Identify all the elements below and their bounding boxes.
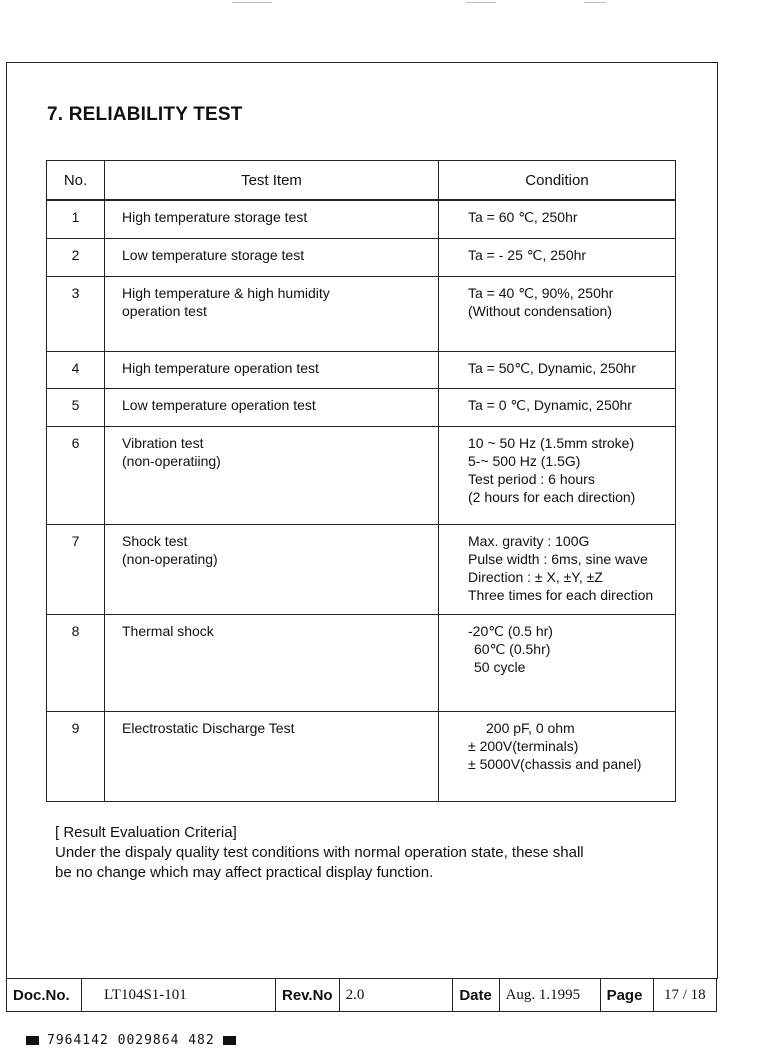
- test-item-line: operation test: [122, 302, 207, 319]
- table-row: [47, 238, 676, 276]
- condition-line: 50 cycle: [474, 658, 526, 675]
- rev-no-value: 2.0: [339, 979, 452, 1012]
- test-item-line: (non-operating): [122, 550, 218, 567]
- test-item: [105, 388, 439, 426]
- test-item: [105, 614, 439, 711]
- condition-line: Three times for each direction: [468, 586, 654, 603]
- date-label: Date: [452, 979, 499, 1012]
- condition-line: Direction : ± X, ±Y, ±Z: [468, 568, 603, 585]
- test-item: [105, 200, 439, 238]
- test-item-line: Low temperature storage test: [122, 246, 305, 263]
- test-condition: [439, 238, 676, 276]
- row-number: 3: [47, 276, 105, 351]
- page-value: 17 / 18: [653, 979, 716, 1012]
- barcode-text: 7964142 0029864 482: [47, 1033, 215, 1048]
- test-item-line: High temperature & high humidity: [122, 284, 330, 301]
- test-condition: [439, 426, 676, 524]
- row-number: 2: [47, 238, 105, 276]
- condition-line: 10 ~ 50 Hz (1.5mm stroke): [468, 434, 635, 451]
- row-number: 8: [47, 614, 105, 711]
- condition-line: Pulse width : 6ms, sine wave: [468, 550, 648, 567]
- condition-line: (Without condensation): [468, 302, 612, 319]
- criteria-line: be no change which may affect practical display function.: [55, 864, 434, 881]
- header-test-item: Test Item: [105, 161, 439, 201]
- criteria-heading: [ Result Evaluation Criteria]: [55, 824, 237, 841]
- table-row: [47, 426, 676, 524]
- barcode-block: [223, 1036, 236, 1045]
- test-condition: [439, 276, 676, 351]
- table-row: [47, 276, 676, 351]
- condition-line: 60℃ (0.5hr): [474, 640, 551, 657]
- condition-line: Ta = - 25 ℃, 250hr: [468, 246, 587, 263]
- condition-line: Max. gravity : 100G: [468, 532, 590, 549]
- test-item: [105, 711, 439, 801]
- test-item-line: Shock test: [122, 532, 188, 549]
- doc-no-value: LT104S1-101: [82, 979, 276, 1012]
- test-item: [105, 351, 439, 388]
- test-item-line: High temperature operation test: [122, 359, 319, 376]
- test-condition: [439, 388, 676, 426]
- test-condition: [439, 200, 676, 238]
- condition-line: 5-~ 500 Hz (1.5G): [468, 452, 581, 469]
- criteria-line: Under the dispaly quality test conditions with normal operation state, these shall: [55, 844, 584, 861]
- condition-line: Ta = 40 ℃, 90%, 250hr: [468, 284, 614, 301]
- condition-line: ± 5000V(chassis and panel): [468, 755, 642, 772]
- scan-mark: [466, 2, 496, 3]
- condition-line: -20℃ (0.5 hr): [468, 622, 553, 639]
- test-condition: [439, 614, 676, 711]
- test-condition: [439, 351, 676, 388]
- evaluation-criteria: [55, 823, 584, 883]
- document-footer: [6, 978, 717, 1012]
- condition-line: 200 pF, 0 ohm: [486, 719, 575, 736]
- test-condition: [439, 711, 676, 801]
- test-condition: [439, 524, 676, 614]
- scan-mark: [584, 2, 606, 3]
- table-row: [47, 388, 676, 426]
- table-header-row: [47, 161, 676, 201]
- test-item: [105, 524, 439, 614]
- test-item-line: Low temperature operation test: [122, 396, 316, 413]
- row-number: 6: [47, 426, 105, 524]
- header-no: No.: [47, 161, 105, 201]
- table-row: [47, 200, 676, 238]
- condition-line: Ta = 60 ℃, 250hr: [468, 209, 578, 225]
- row-number: 4: [47, 351, 105, 388]
- barcode-block: [26, 1036, 39, 1045]
- test-item-line: (non-operatiing): [122, 452, 221, 469]
- condition-line: Test period : 6 hours: [468, 470, 595, 487]
- condition-line: ± 200V(terminals): [468, 737, 579, 754]
- row-number: 5: [47, 388, 105, 426]
- row-number: 7: [47, 524, 105, 614]
- test-item: [105, 276, 439, 351]
- row-number: 1: [47, 200, 105, 238]
- section-title: 7. RELIABILITY TEST: [47, 104, 243, 125]
- table-row: [47, 614, 676, 711]
- test-item: [105, 426, 439, 524]
- test-item-line: Vibration test: [122, 434, 204, 451]
- table-row: [47, 351, 676, 388]
- test-item-line: Thermal shock: [122, 622, 214, 639]
- date-value: Aug. 1.1995: [499, 979, 600, 1012]
- condition-line: Ta = 50℃, Dynamic, 250hr: [468, 359, 636, 376]
- barcode-strip: [26, 1033, 236, 1048]
- scan-mark: [232, 2, 272, 3]
- table-row: [47, 711, 676, 801]
- page-label: Page: [600, 979, 653, 1012]
- rev-no-label: Rev.No: [276, 979, 340, 1012]
- table-row: [47, 524, 676, 614]
- reliability-table: [46, 160, 676, 802]
- row-number: 9: [47, 711, 105, 801]
- test-item: [105, 238, 439, 276]
- doc-no-label: Doc.No.: [7, 979, 82, 1012]
- test-item-line: High temperature storage test: [122, 209, 308, 225]
- condition-line: Ta = 0 ℃, Dynamic, 250hr: [468, 396, 632, 413]
- header-condition: Condition: [439, 161, 676, 201]
- condition-line: (2 hours for each direction): [468, 488, 636, 505]
- test-item-line: Electrostatic Discharge Test: [122, 719, 295, 736]
